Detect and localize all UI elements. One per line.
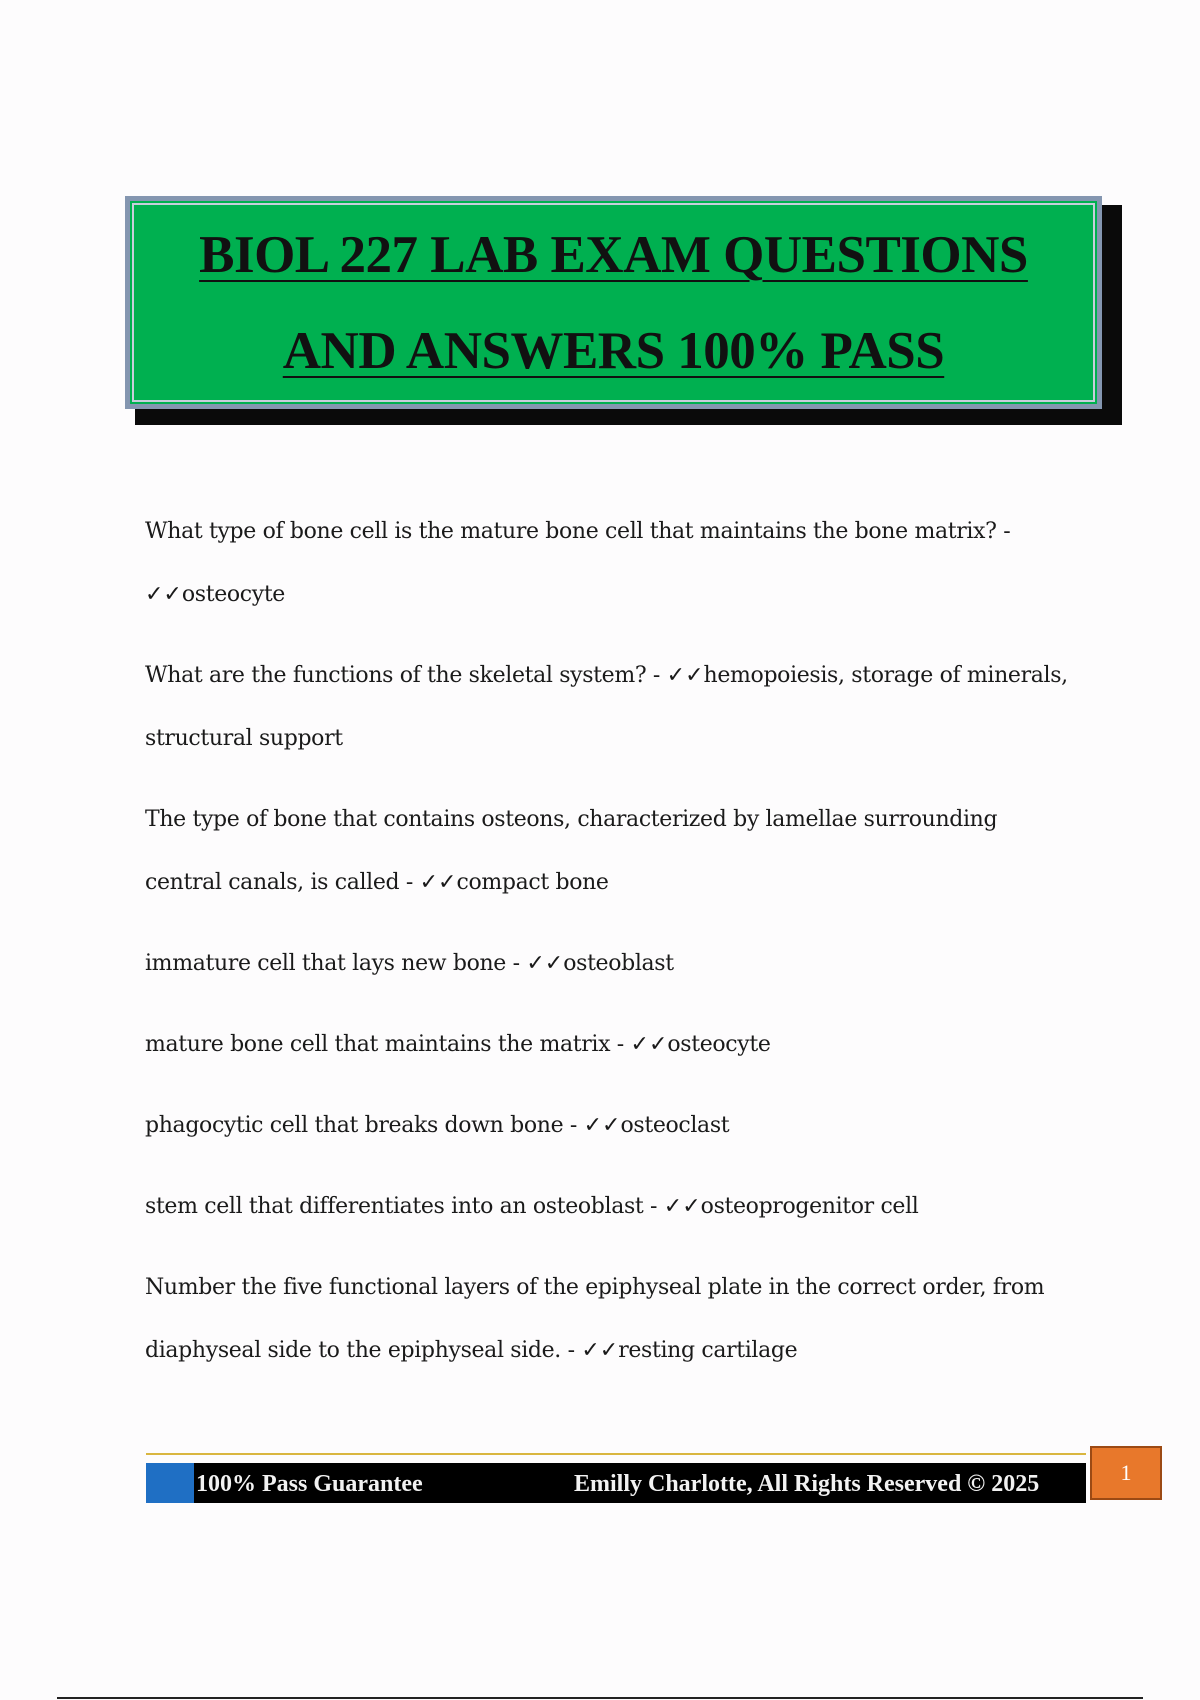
question-text: phagocytic cell that breaks down bone - xyxy=(145,1113,577,1138)
qa-item xyxy=(145,1094,1070,1157)
check-marks-icon: ✓✓ xyxy=(526,951,564,976)
answer-text: compact bone xyxy=(456,870,609,895)
title-line-1: BIOL 227 LAB EXAM QUESTIONS xyxy=(199,225,1028,284)
answer-text: osteoblast xyxy=(563,951,674,976)
check-marks-icon: ✓✓ xyxy=(419,870,457,895)
title-line-2: AND ANSWERS 100% PASS xyxy=(282,321,945,380)
qa-item xyxy=(145,788,1070,914)
question-text: What are the functions of the skeletal system? - xyxy=(145,663,661,688)
check-marks-icon: ✓✓ xyxy=(145,582,182,607)
page-bottom-rule xyxy=(57,1697,1143,1699)
question-text: mature bone cell that maintains the matrix - xyxy=(145,1032,624,1057)
qa-item xyxy=(145,932,1070,995)
answer-text: osteoprogenitor cell xyxy=(700,1194,919,1219)
answer-text: osteocyte xyxy=(181,582,285,607)
question-text: immature cell that lays new bone - xyxy=(145,951,520,976)
question-text: The type of bone that contains osteons, characterized by lamellae surrounding central canals, is called - xyxy=(145,807,998,895)
title-banner xyxy=(125,196,1102,409)
qa-item xyxy=(145,1256,1070,1382)
check-marks-icon: ✓✓ xyxy=(663,1194,701,1219)
answer-text: resting cartilage xyxy=(618,1338,798,1363)
question-text: Number the five functional layers of the epiphyseal plate in the correct order, from diaphyseal side to the epiphyseal side. - xyxy=(145,1275,1045,1363)
footer-divider xyxy=(146,1453,1086,1455)
qa-item xyxy=(145,500,1070,626)
answer-text: osteocyte xyxy=(667,1032,771,1057)
page-number-badge: 1 xyxy=(1090,1446,1162,1500)
footer-accent xyxy=(146,1463,194,1503)
check-marks-icon: ✓✓ xyxy=(583,1113,621,1138)
qa-item xyxy=(145,644,1070,770)
footer-guarantee-text: 100% Pass Guarantee xyxy=(196,1471,423,1497)
check-marks-icon: ✓✓ xyxy=(666,663,704,688)
question-text: What type of bone cell is the mature bone cell that maintains the bone matrix? - xyxy=(145,519,1011,544)
qa-list xyxy=(145,500,1070,1400)
question-text: stem cell that differentiates into an osteoblast - xyxy=(145,1194,658,1219)
qa-item xyxy=(145,1013,1070,1076)
answer-text: osteoclast xyxy=(620,1113,730,1138)
check-marks-icon: ✓✓ xyxy=(581,1338,619,1363)
qa-item xyxy=(145,1175,1070,1238)
footer-copyright-text: Emilly Charlotte, All Rights Reserved © 2025 xyxy=(574,1471,1040,1497)
check-marks-icon: ✓✓ xyxy=(630,1032,668,1057)
answer-text: hemopoiesis, storage of minerals, structural support xyxy=(145,663,1068,751)
